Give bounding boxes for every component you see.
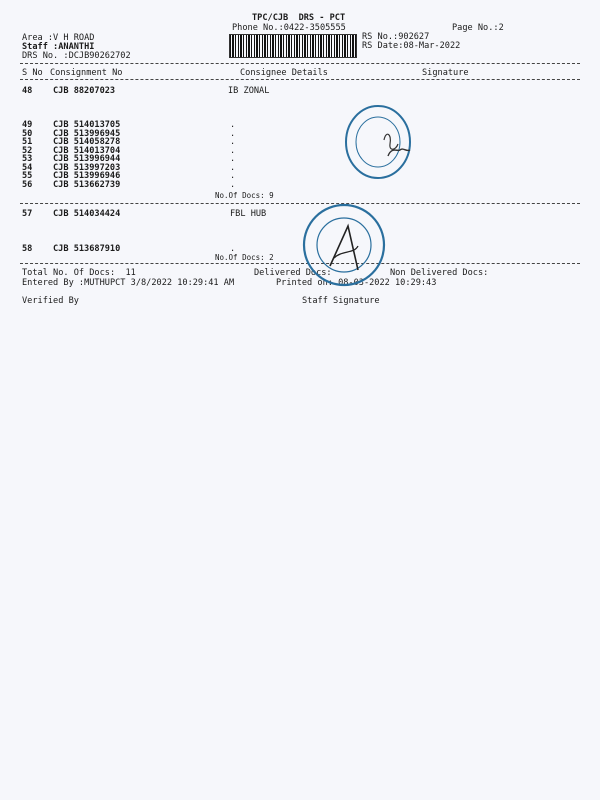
divider <box>20 63 580 64</box>
row-consignment: CJB 514058278 <box>53 137 121 147</box>
staff: Staff :ANANTHI <box>22 42 95 52</box>
row-consignment: CJB 513996944 <box>53 154 121 164</box>
row-sno: 48 <box>22 86 33 96</box>
delivered-docs: Delivered Docs: <box>254 268 332 278</box>
row-consignment: CJB 513996945 <box>53 128 121 139</box>
row-details: . <box>230 162 236 173</box>
row-sno: 56 <box>22 179 33 190</box>
row-details: . <box>230 244 236 254</box>
row-details: FBL HUB <box>230 209 267 219</box>
row-sno: 51 <box>22 137 33 147</box>
row-consignment: CJB 88207023 <box>53 86 116 96</box>
divider <box>20 79 580 80</box>
verified-by: Verified By <box>22 296 79 306</box>
drs-number: DRS No. :DCJB90262702 <box>22 51 131 61</box>
row-consignment: CJB 514013705 <box>53 120 121 130</box>
total-docs: Total No. Of Docs: 11 <box>22 268 136 278</box>
row-details: . <box>230 154 236 164</box>
entered-by: Entered By :MUTHUPCT 3/8/2022 10:29:41 AM <box>22 278 235 288</box>
col-sno: S No <box>22 68 43 78</box>
col-consignee: Consignee Details <box>240 68 328 78</box>
row-sno: 50 <box>22 128 33 139</box>
barcode <box>229 34 357 58</box>
row-consignment: CJB 513662739 <box>53 179 121 190</box>
row-sno: 53 <box>22 154 33 164</box>
row-details: . <box>230 179 236 190</box>
row-details: . <box>230 145 236 156</box>
row-consignment: CJB 513687910 <box>53 244 121 254</box>
row-sno: 58 <box>22 244 33 254</box>
row-consignment: CJB 514034424 <box>53 209 121 219</box>
group-total: No.Of Docs: 9 <box>215 191 274 200</box>
col-signature: Signature <box>422 68 469 78</box>
row-details: IB ZONAL <box>228 86 270 96</box>
row-sno: 52 <box>22 145 33 156</box>
row-sno: 54 <box>22 162 33 173</box>
row-sno: 49 <box>22 120 33 130</box>
row-consignment: CJB 514013704 <box>53 145 121 156</box>
row-sno: 55 <box>22 171 33 181</box>
row-consignment: CJB 513997203 <box>53 162 121 173</box>
staff-signature: Staff Signature <box>302 296 380 306</box>
hub-stamp <box>296 200 392 290</box>
bank-stamp <box>340 100 420 186</box>
page-number: Page No.:2 <box>452 23 504 33</box>
col-consignment: Consignment No <box>50 68 123 78</box>
row-details: . <box>230 128 236 139</box>
group-total: No.Of Docs: 2 <box>215 253 274 262</box>
phone-number: Phone No.:0422-3505555 <box>232 23 346 33</box>
row-consignment: CJB 513996946 <box>53 171 121 181</box>
rs-date: RS Date:08-Mar-2022 <box>362 41 461 51</box>
rs-number: RS No.:902627 <box>362 32 430 42</box>
row-details: . <box>230 171 236 181</box>
row-details: . <box>230 137 236 147</box>
printed-on: Printed on: 08-03-2022 10:29:43 <box>276 278 437 288</box>
document-title: TPC/CJB DRS - PCT <box>252 13 346 23</box>
non-delivered-docs: Non Delivered Docs: <box>390 268 489 278</box>
row-sno: 57 <box>22 209 33 219</box>
area: Area :V H ROAD <box>22 33 95 43</box>
row-details: . <box>230 120 236 130</box>
